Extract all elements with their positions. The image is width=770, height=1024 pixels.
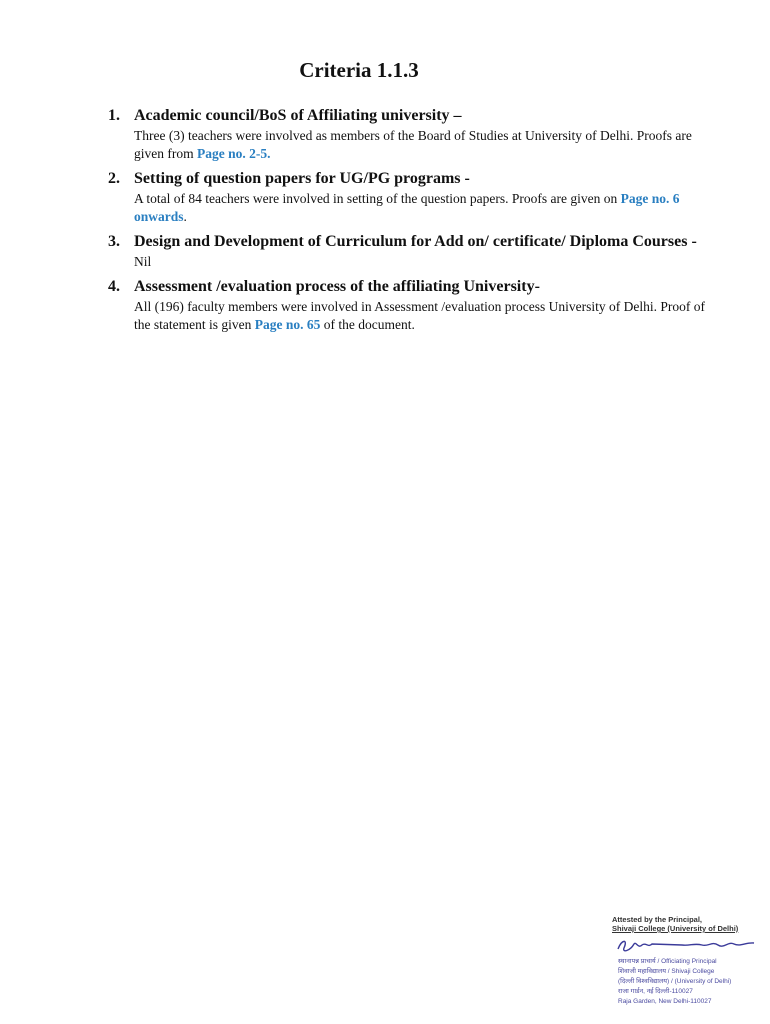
criteria-item — [108, 232, 708, 271]
item-number: 2. — [108, 170, 120, 187]
attestation-college-line: Shivaji College (University of Delhi) — [612, 924, 739, 933]
item-body-text: Nil — [134, 254, 152, 269]
attestation-line: Attested by the Principal, — [612, 915, 703, 924]
principal-attestation-stamp — [612, 915, 762, 1015]
page-reference-link[interactable]: Page no. 6 onwards — [134, 191, 680, 224]
criteria-list — [108, 106, 708, 340]
item-number: 4. — [108, 278, 120, 295]
item-body — [134, 190, 708, 226]
seal-line: राजा गार्डन, नई दिल्ली-110027 — [618, 988, 693, 995]
item-heading — [108, 232, 708, 251]
item-heading — [108, 106, 708, 125]
item-number: 3. — [108, 233, 120, 250]
item-body-tail: of the document. — [320, 317, 415, 332]
page-reference-link[interactable]: Page no. 2-5. — [197, 146, 271, 161]
item-heading — [108, 277, 708, 296]
page-reference-link[interactable]: Page no. 65 — [254, 317, 321, 332]
item-heading — [108, 169, 708, 188]
seal-line: स्थानापन्न प्राचार्य / Officiating Principal — [618, 958, 717, 965]
item-body — [134, 298, 708, 334]
criteria-item — [108, 169, 708, 226]
item-body — [134, 127, 708, 163]
item-body-text: A total of 84 teachers were involved in setting of the question papers. Proofs are given on — [134, 191, 621, 206]
item-heading-text: Assessment /evaluation process of the affiliating University- — [134, 278, 540, 295]
item-heading-text: Academic council/BoS of Affiliating university – — [134, 107, 462, 124]
item-heading-text: Design and Development of Curriculum for Add on/ certificate/ Diploma Courses - — [134, 233, 697, 250]
item-body-text: Three (3) teachers were involved as members of the Board of Studies at University of Delhi. Proofs are given from — [134, 128, 692, 161]
page-title: Criteria 1.1.3 — [299, 58, 419, 82]
seal-line: शिवाजी महाविद्यालय / Shivaji College — [618, 968, 715, 975]
item-number: 1. — [108, 107, 120, 124]
signature-icon — [612, 935, 762, 957]
item-body — [134, 253, 708, 271]
item-heading-text: Setting of question papers for UG/PG programs - — [134, 170, 470, 187]
item-body-text: All (196) faculty members were involved in Assessment /evaluation process University of Delhi. Proof of the statement is given — [134, 299, 706, 332]
item-body-tail: . — [183, 209, 187, 224]
criteria-item — [108, 277, 708, 334]
criteria-item — [108, 106, 708, 163]
seal-line: Raja Garden, New Delhi-110027 — [618, 998, 712, 1005]
seal-line: (दिल्ली विश्वविद्यालय) / (University of Delhi) — [618, 978, 732, 985]
